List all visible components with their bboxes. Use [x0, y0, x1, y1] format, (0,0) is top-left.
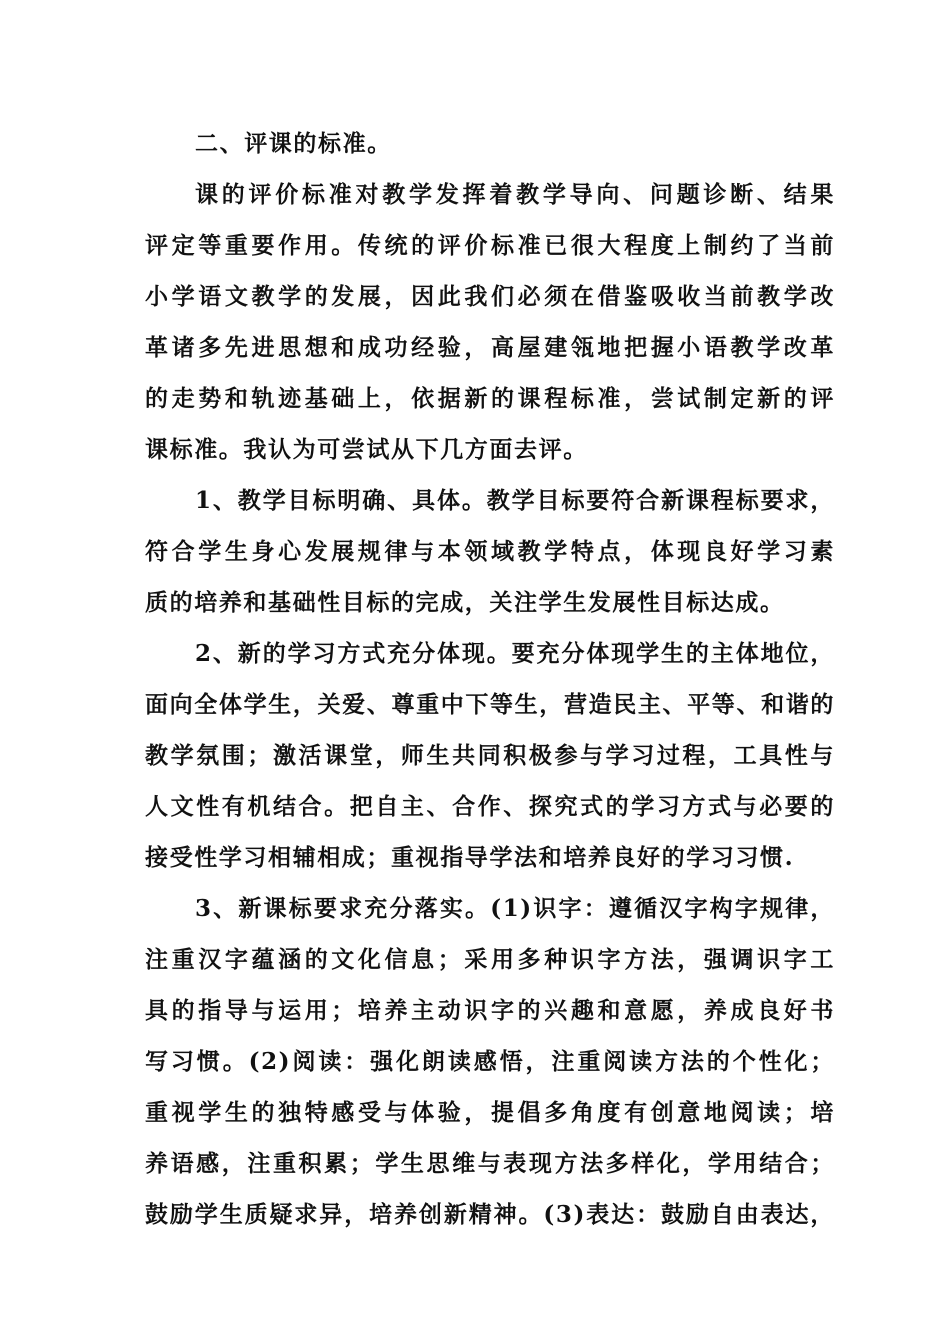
paragraph-criterion-1 — [145, 475, 835, 628]
text-line: 面向全体学生，关爱、尊重中下等生，营造民主、平等、和谐的 — [145, 691, 835, 718]
section-heading: 二、评课的标准。 — [195, 130, 392, 157]
text-line: 注重汉字蕴涵的文化信息；采用多种识字方法，强调识字工 — [145, 946, 835, 973]
text-line: 革诸多先进思想和成功经验，高屋建瓴地把握小语教学改革 — [145, 334, 835, 361]
text-line: 写习惯。(2)阅读：强化朗读感悟，注重阅读方法的个性化； — [145, 1048, 835, 1075]
text-line: 养语感，注重积累；学生思维与表现方法多样化，学用结合； — [145, 1150, 835, 1177]
text-line: 重视学生的独特感受与体验，提倡多角度有创意地阅读；培 — [145, 1099, 835, 1126]
paragraph-evaluation-intro — [145, 169, 835, 475]
text-line: 评定等重要作用。传统的评价标准已很大程度上制约了当前 — [145, 232, 835, 259]
text-line: 的走势和轨迹基础上，依据新的课程标准，尝试制定新的评 — [145, 385, 835, 412]
text-line: 1、教学目标明确、具体。教学目标要符合新课程标要求， — [195, 487, 835, 514]
text-line: 2、新的学习方式充分体现。要充分体现学生的主体地位， — [195, 640, 835, 667]
text-line: 小学语文教学的发展，因此我们必须在借鉴吸收当前教学改 — [145, 283, 835, 310]
text-line: 具的指导与运用；培养主动识字的兴趣和意愿，养成良好书 — [145, 997, 835, 1024]
paragraph-criterion-2 — [145, 628, 835, 883]
text-line: 质的培养和基础性目标的完成，关注学生发展性目标达成。 — [145, 589, 785, 616]
text-line: 接受性学习相辅相成；重视指导学法和培养良好的学习习惯. — [145, 844, 795, 871]
paragraph-criterion-3 — [145, 883, 835, 1240]
text-line: 人文性有机结合。把自主、合作、探究式的学习方式与必要的 — [145, 793, 835, 820]
text-line: 3、新课标要求充分落实。(1)识字：遵循汉字构字规律， — [195, 895, 835, 922]
text-line: 教学氛围；激活课堂，师生共同积极参与学习过程，工具性与 — [145, 742, 835, 769]
text-line: 符合学生身心发展规律与本领域教学特点，体现良好学习素 — [145, 538, 835, 565]
text-line: 课标准。我认为可尝试从下几方面去评。 — [145, 436, 588, 463]
text-line: 课的评价标准对教学发挥着教学导向、问题诊断、结果 — [195, 181, 835, 208]
text-line: 鼓励学生质疑求异，培养创新精神。(3)表达：鼓励自由表达， — [145, 1201, 835, 1228]
document-body — [145, 118, 835, 1240]
